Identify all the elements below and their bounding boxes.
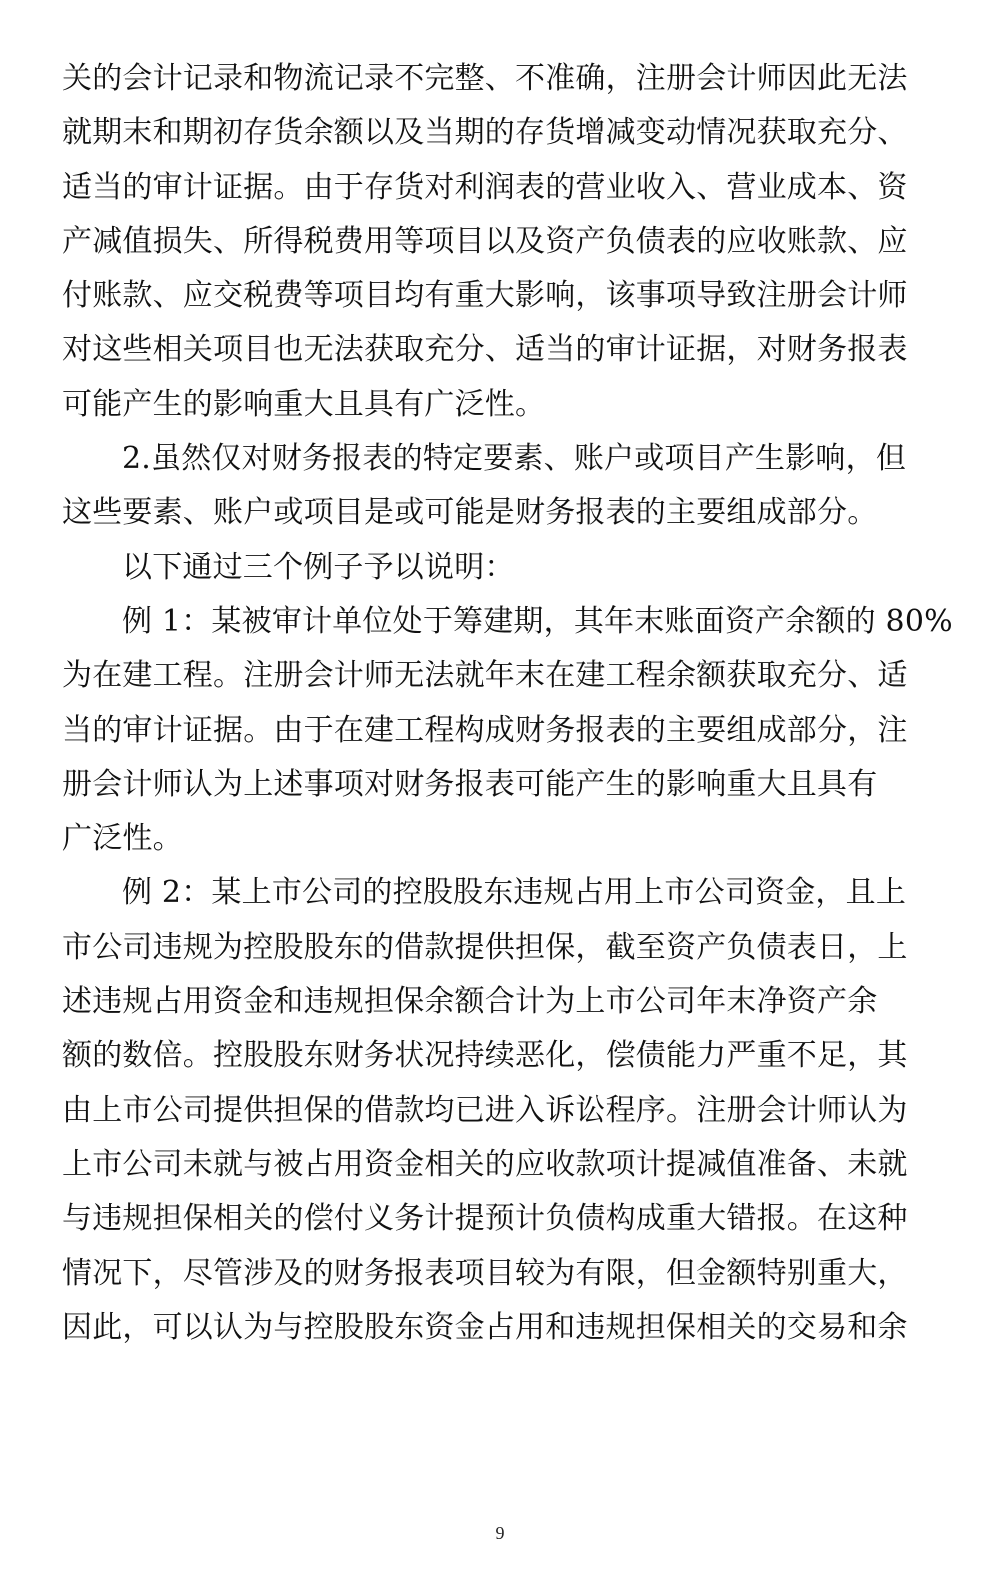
text-line: 额的数倍。控股股东财务状况持续恶化，偿债能力严重不足，其 xyxy=(62,1038,908,1074)
example-1-start-line: 例 1：某被审计单位处于筹建期，其年末账面资产余额的 80% xyxy=(122,603,953,639)
text-line: 付账款、应交税费等项目均有重大影响，该事项导致注册会计师 xyxy=(62,278,908,314)
text-line: 上市公司未就与被占用资金相关的应收款项计提减值准备、未就 xyxy=(62,1146,908,1182)
text-line: 可能产生的影响重大且具有广泛性。 xyxy=(62,386,546,422)
text-line: 因此，可以认为与控股股东资金占用和违规担保相关的交易和余 xyxy=(62,1309,908,1345)
text-line: 关的会计记录和物流记录不完整、不准确，注册会计师因此无法 xyxy=(62,61,908,96)
text-line: 广泛性。 xyxy=(62,821,183,857)
text-line: 就期末和期初存货余额以及当期的存货增减变动情况获取充分、 xyxy=(62,115,908,151)
text-line: 适当的审计证据。由于存货对利润表的营业收入、营业成本、资 xyxy=(62,169,908,205)
text-line: 这些要素、账户或项目是或可能是财务报表的主要组成部分。 xyxy=(62,495,878,531)
text-line: 册会计师认为上述事项对财务报表可能产生的影响重大且具有 xyxy=(62,766,878,802)
page-number: 9 xyxy=(495,1523,505,1543)
paragraph-start-line: 以下通过三个例子予以说明： xyxy=(122,549,515,585)
text-line: 对这些相关项目也无法获取充分、适当的审计证据，对财务报表 xyxy=(62,332,908,368)
body-text xyxy=(62,52,953,1355)
text-line: 为在建工程。注册会计师无法就年末在建工程余额获取充分、适 xyxy=(62,658,908,694)
text-line: 当的审计证据。由于在建工程构成财务报表的主要组成部分，注 xyxy=(62,712,908,748)
text-line: 述违规占用资金和违规担保余额合计为上市公司年末净资产余 xyxy=(62,984,878,1020)
text-line: 产减值损失、所得税费用等项目以及资产负债表的应收账款、应 xyxy=(62,223,908,259)
example-2-start-line: 例 2：某上市公司的控股股东违规占用上市公司资金，且上 xyxy=(122,875,907,911)
text-line: 情况下，尽管涉及的财务报表项目较为有限，但金额特别重大， xyxy=(62,1255,908,1291)
paragraph-start-line: 2.虽然仅对财务报表的特定要素、账户或项目产生影响，但 xyxy=(122,441,907,477)
text-line: 与违规担保相关的偿付义务计提预计负债构成重大错报。在这种 xyxy=(62,1201,908,1237)
text-line: 由上市公司提供担保的借款均已进入诉讼程序。注册会计师认为 xyxy=(62,1092,908,1128)
text-line: 市公司违规为控股股东的借款提供担保，截至资产负债表日，上 xyxy=(62,929,908,965)
